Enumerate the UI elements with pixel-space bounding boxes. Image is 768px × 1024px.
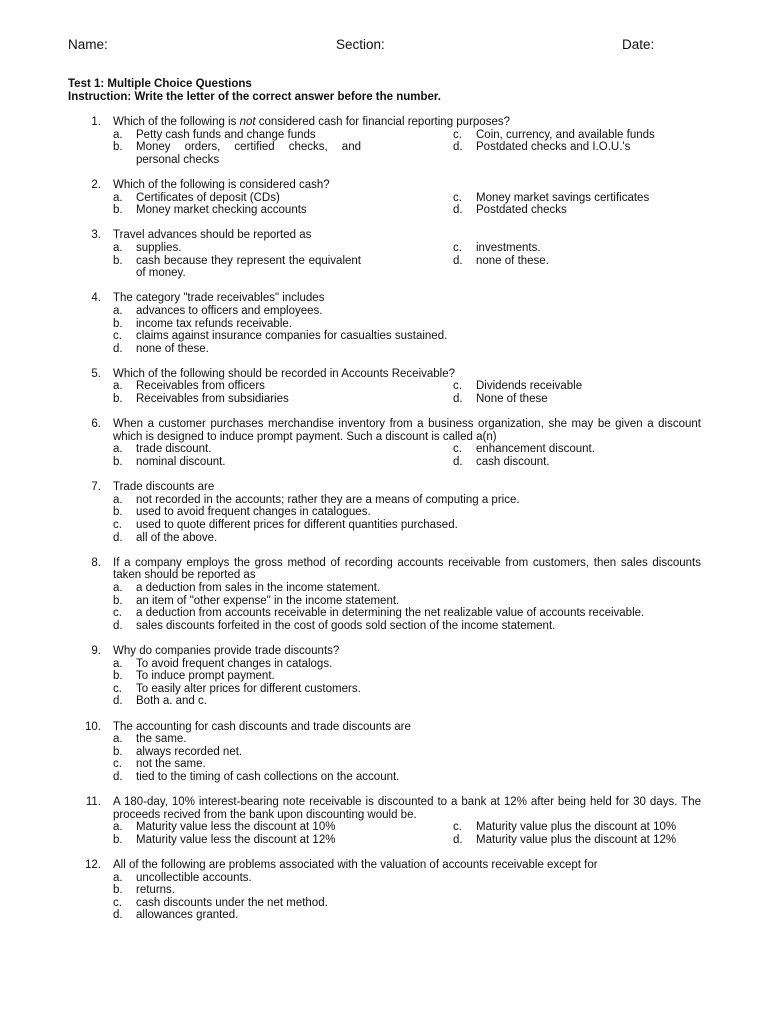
- answer-option: [113, 141, 453, 166]
- answer-option: [113, 683, 701, 696]
- answer-option: [453, 834, 701, 847]
- option-letter: c.: [453, 380, 462, 393]
- answer-option: [453, 393, 701, 406]
- answer-option: [113, 255, 453, 280]
- answer-option: [113, 620, 701, 633]
- section-label: Section:: [336, 37, 385, 52]
- option-letter: c.: [453, 241, 462, 254]
- option-letter: c.: [113, 519, 122, 531]
- option-text: claims against insurance companies for casualties sustained.: [136, 330, 448, 343]
- answer-options: [113, 443, 701, 468]
- answer-option: [113, 695, 701, 708]
- answer-options: [113, 129, 701, 167]
- option-text: trade discount.: [136, 443, 212, 456]
- option-text: To easily alter prices for different customers.: [136, 682, 361, 695]
- option-text: always recorded net.: [136, 745, 243, 758]
- question-3: [68, 229, 701, 279]
- answer-option: [113, 595, 701, 608]
- answer-option: [453, 443, 701, 456]
- question-number: 5.: [91, 367, 101, 380]
- question-10: [68, 721, 701, 784]
- answer-options: [113, 658, 701, 708]
- option-letter: a.: [113, 304, 123, 317]
- option-text: None of these: [476, 393, 548, 406]
- option-letter: d.: [113, 909, 123, 922]
- option-letter: d.: [453, 833, 463, 846]
- question-9: [68, 645, 701, 708]
- question-6: [68, 418, 701, 468]
- option-letter: d.: [453, 204, 463, 217]
- answer-option: [113, 746, 701, 759]
- option-letter: a.: [113, 733, 123, 746]
- question-text-part: considered cash for financial reporting purposes?: [255, 116, 510, 128]
- question-text: All of the following are problems associated with the valuation of accounts receivable except for: [113, 859, 598, 872]
- answer-options: [113, 192, 701, 217]
- option-text: Postdated checks and I.O.U.'s: [476, 141, 631, 154]
- option-text: cash because they represent the equivalent of money.: [136, 254, 361, 280]
- answer-options: [113, 872, 701, 922]
- option-text: not recorded in the accounts; rather they are a means of computing a price.: [136, 493, 520, 506]
- option-text: investments.: [476, 241, 541, 254]
- option-letter: b.: [113, 204, 123, 217]
- option-letter: c.: [113, 896, 122, 909]
- option-letter: c.: [113, 758, 122, 771]
- question-text: The accounting for cash discounts and trade discounts are: [113, 720, 411, 733]
- option-letter: c.: [453, 191, 462, 204]
- question-12: [68, 859, 701, 922]
- option-text: supplies.: [136, 241, 182, 254]
- answer-option: [113, 733, 701, 746]
- answer-option: [113, 380, 453, 393]
- answer-option: [113, 909, 701, 922]
- option-letter: c.: [113, 330, 122, 343]
- answer-option: [113, 494, 701, 507]
- answer-option: [113, 242, 453, 255]
- option-letter: b.: [113, 833, 123, 846]
- answer-options: [113, 242, 701, 280]
- answer-option: [453, 456, 701, 469]
- option-text: uncollectible accounts.: [136, 871, 252, 884]
- option-text: sales discounts forfeited in the cost of goods sold section of the income statement.: [136, 619, 556, 632]
- option-letter: b.: [113, 670, 123, 683]
- answer-options: [113, 582, 701, 632]
- question-text: If a company employs the gross method of recording accounts receivable from customers, then sales discounts taken should be reported as: [113, 556, 701, 582]
- option-text: Maturity value less the discount at 12%: [136, 833, 336, 846]
- answer-option: [113, 532, 701, 545]
- question-1: [68, 116, 701, 166]
- question-list: [68, 116, 701, 935]
- answer-option: [113, 305, 701, 318]
- answer-option: [453, 242, 701, 255]
- question-text: Trade discounts are: [113, 481, 215, 494]
- option-letter: b.: [113, 254, 123, 267]
- option-letter: a.: [113, 128, 123, 141]
- answer-option: [113, 758, 701, 771]
- name-label: Name:: [68, 37, 108, 52]
- answer-option: [113, 884, 701, 897]
- option-letter: d.: [113, 342, 123, 355]
- option-text: allowances granted.: [136, 909, 239, 922]
- answer-option: [113, 519, 701, 532]
- answer-option: [453, 255, 701, 280]
- answer-option: [113, 607, 701, 620]
- option-text: used to quote different prices for different quantities purchased.: [136, 519, 458, 531]
- option-text: Both a. and c.: [136, 695, 207, 708]
- question-4: [68, 292, 701, 355]
- option-text: To avoid frequent changes in catalogs.: [136, 657, 333, 670]
- test-title: Test 1: Multiple Choice Questions: [68, 78, 252, 90]
- option-text: Receivables from officers: [136, 380, 265, 393]
- answer-option: [113, 506, 701, 519]
- option-letter: a.: [113, 191, 123, 204]
- answer-option: [453, 129, 701, 142]
- question-number: 6.: [91, 418, 101, 431]
- option-letter: b.: [113, 745, 123, 758]
- question-text: A 180-day, 10% interest-bearing note receivable is discounted to a bank at 12% after being held for 30 days. The proceeds recived from the bank upon discounting would be.: [113, 796, 701, 821]
- answer-option: [113, 330, 701, 343]
- option-text: Money market savings certificates: [476, 191, 650, 204]
- answer-option: [113, 582, 701, 595]
- option-text: a deduction from accounts receivable in determining the net realizable value of accounts receivable.: [136, 607, 645, 620]
- option-text: cash discount.: [476, 456, 550, 469]
- option-letter: b.: [113, 594, 123, 607]
- answer-option: [453, 380, 701, 393]
- question-number: 4.: [91, 292, 101, 305]
- answer-option: [453, 141, 701, 166]
- answer-option: [113, 456, 453, 469]
- question-8: [68, 557, 701, 633]
- question-number: 7.: [91, 481, 101, 494]
- option-letter: a.: [113, 657, 123, 670]
- date-label: Date:: [622, 37, 655, 52]
- option-letter: c.: [113, 607, 122, 620]
- option-letter: a.: [113, 871, 123, 884]
- answer-options: [113, 821, 701, 846]
- option-letter: c.: [453, 821, 462, 834]
- option-text: To induce prompt payment.: [136, 670, 275, 683]
- option-letter: a.: [113, 241, 123, 254]
- test-heading: [68, 78, 441, 104]
- answer-option: [113, 129, 453, 142]
- option-text: Maturity value plus the discount at 12%: [476, 833, 677, 846]
- option-text: Money orders, certified checks, and personal checks: [136, 141, 361, 166]
- option-text: none of these.: [136, 342, 209, 355]
- option-letter: c.: [453, 443, 462, 456]
- question-7: [68, 481, 701, 544]
- option-letter: b.: [113, 317, 123, 330]
- question-number: 1.: [91, 116, 101, 128]
- answer-options: [113, 733, 701, 783]
- question-11: [68, 796, 701, 846]
- option-text: Certificates of deposit (CDs): [136, 191, 280, 204]
- option-text: Maturity value less the discount at 10%: [136, 821, 336, 834]
- option-text: an item of "other expense" in the income statement.: [136, 594, 400, 607]
- answer-option: [113, 343, 701, 356]
- option-letter: a.: [113, 493, 123, 506]
- question-text-emphasis: not: [239, 116, 256, 128]
- option-text: enhancement discount.: [476, 443, 595, 456]
- option-letter: d.: [453, 393, 463, 406]
- option-text: income tax refunds receivable.: [136, 317, 292, 330]
- option-letter: a.: [113, 443, 123, 456]
- answer-option: [113, 897, 701, 910]
- option-letter: b.: [113, 506, 123, 519]
- option-letter: d.: [453, 141, 463, 154]
- question-number: 8.: [91, 556, 101, 569]
- answer-options: [113, 494, 701, 544]
- question-text: When a customer purchases merchandise inventory from a business organization, she may be given a discount which is designed to induce prompt payment. Such a discount is called a(n): [113, 418, 701, 443]
- question-5: [68, 368, 701, 406]
- question-number: 10.: [85, 720, 101, 733]
- option-text: the same.: [136, 733, 187, 746]
- question-text: Which of the following is considered cash?: [113, 178, 330, 191]
- option-text: advances to officers and employees.: [136, 304, 323, 317]
- answer-options: [113, 380, 701, 405]
- answer-option: [113, 318, 701, 331]
- option-letter: b.: [113, 456, 123, 469]
- option-text: cash discounts under the net method.: [136, 896, 328, 909]
- question-number: 11.: [85, 796, 101, 809]
- question-text-part: Which of the following is: [113, 116, 240, 128]
- option-text: Postdated checks: [476, 204, 567, 217]
- answer-option: [113, 821, 453, 834]
- question-text: Travel advances should be reported as: [113, 229, 312, 242]
- answer-option: [113, 393, 453, 406]
- answer-options: [113, 305, 701, 355]
- option-letter: d.: [453, 456, 463, 469]
- option-text: used to avoid frequent changes in catalogues.: [136, 506, 371, 519]
- option-text: not the same.: [136, 758, 206, 771]
- question-number: 12.: [85, 859, 101, 872]
- option-text: Dividends receivable: [476, 380, 583, 393]
- question-number: 3.: [91, 229, 101, 242]
- option-letter: d.: [113, 770, 123, 783]
- option-text: nominal discount.: [136, 456, 226, 469]
- answer-option: [113, 670, 701, 683]
- answer-option: [113, 771, 701, 784]
- option-letter: b.: [113, 884, 123, 897]
- option-letter: d.: [113, 695, 123, 708]
- option-letter: d.: [453, 254, 463, 267]
- option-letter: c.: [113, 682, 122, 695]
- test-instruction: Instruction: Write the letter of the correct answer before the number.: [68, 91, 441, 103]
- question-text: Which of the following should be recorded in Accounts Receivable?: [113, 367, 456, 380]
- option-text: none of these.: [476, 254, 549, 267]
- option-letter: b.: [113, 141, 123, 154]
- option-text: tied to the timing of cash collections on the account.: [136, 770, 400, 783]
- option-letter: c.: [453, 128, 462, 141]
- question-number: 9.: [91, 644, 101, 657]
- question-2: [68, 179, 701, 217]
- option-text: Petty cash funds and change funds: [136, 128, 316, 141]
- answer-option: [113, 204, 453, 217]
- answer-option: [113, 658, 701, 671]
- question-text: The category "trade receivables" includes: [113, 292, 325, 305]
- answer-option: [113, 872, 701, 885]
- option-text: all of the above.: [136, 531, 218, 544]
- question-number: 2.: [91, 178, 101, 191]
- question-text: Why do companies provide trade discounts?: [113, 644, 340, 657]
- option-letter: a.: [113, 380, 123, 393]
- answer-option: [113, 834, 453, 847]
- option-letter: d.: [113, 531, 123, 544]
- answer-option: [113, 192, 453, 205]
- option-text: returns.: [136, 884, 175, 897]
- answer-option: [113, 443, 453, 456]
- option-letter: d.: [113, 619, 123, 632]
- option-letter: a.: [113, 821, 123, 834]
- answer-option: [453, 821, 701, 834]
- option-text: Receivables from subsidiaries: [136, 393, 289, 406]
- option-letter: a.: [113, 581, 123, 594]
- answer-option: [453, 192, 701, 205]
- option-letter: b.: [113, 393, 123, 406]
- answer-option: [453, 204, 701, 217]
- question-text: [113, 116, 701, 129]
- option-text: Coin, currency, and available funds: [476, 128, 655, 141]
- option-text: a deduction from sales in the income statement.: [136, 581, 381, 594]
- option-text: Money market checking accounts: [136, 204, 307, 217]
- option-text: Maturity value plus the discount at 10%: [476, 821, 677, 834]
